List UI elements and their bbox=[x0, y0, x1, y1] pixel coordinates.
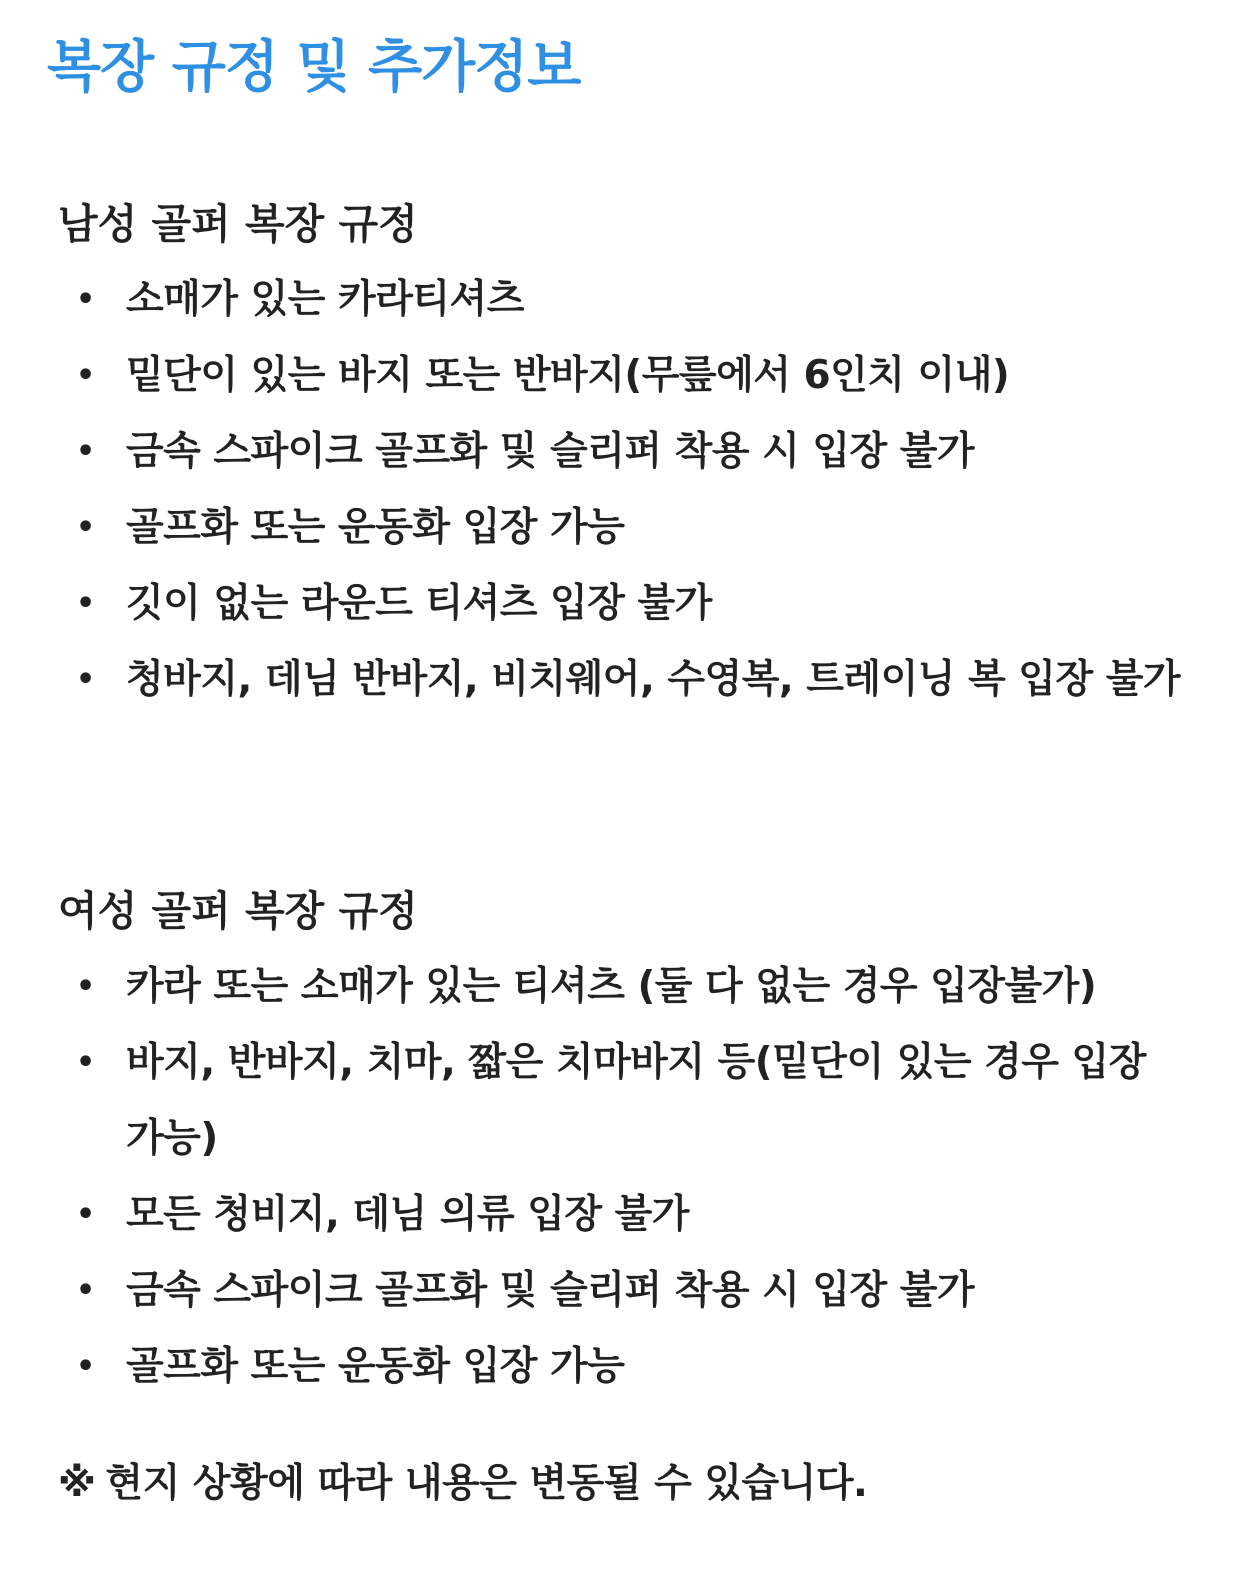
men-section-heading: 남성 골퍼 복장 규정 bbox=[58, 200, 418, 248]
men-rule-list bbox=[58, 262, 1188, 718]
rule-text: 깃이 없는 라운드 티셔츠 입장 불가 bbox=[126, 581, 712, 626]
rule-text: 모든 청비지, 데님 의류 입장 불가 bbox=[126, 1192, 689, 1237]
bullet-icon: • bbox=[76, 434, 95, 469]
list-item bbox=[58, 1329, 1188, 1405]
disclaimer-text: 현지 상황에 따라 내용은 변동될 수 있습니다. bbox=[105, 1461, 868, 1506]
bullet-icon: • bbox=[76, 510, 95, 545]
bullet-icon: • bbox=[76, 969, 95, 1004]
reference-mark-icon: ※ bbox=[58, 1461, 96, 1506]
men-dress-code-section bbox=[58, 186, 1188, 718]
list-item bbox=[58, 1253, 1188, 1329]
bullet-icon: • bbox=[76, 662, 95, 697]
bullet-icon: • bbox=[76, 1197, 95, 1232]
rule-text: 골프화 또는 운동화 입장 가능 bbox=[126, 1344, 625, 1389]
list-item bbox=[58, 949, 1188, 1025]
women-rule-list bbox=[58, 949, 1188, 1405]
list-item bbox=[58, 1177, 1188, 1253]
rule-text: 금속 스파이크 골프화 및 슬리퍼 착용 시 입장 불가 bbox=[126, 429, 975, 474]
rule-text: 카라 또는 소매가 있는 티셔츠 (둘 다 없는 경우 입장불가) bbox=[126, 964, 1097, 1009]
women-section-heading: 여성 골퍼 복장 규정 bbox=[58, 887, 418, 935]
bullet-icon: • bbox=[76, 586, 95, 621]
list-item bbox=[58, 642, 1188, 718]
rule-text: 청바지, 데님 반바지, 비치웨어, 수영복, 트레이닝 복 입장 불가 bbox=[126, 657, 1181, 702]
list-item bbox=[58, 414, 1188, 490]
rule-text: 밑단이 있는 바지 또는 반바지(무릎에서 6인치 이내) bbox=[126, 353, 1010, 398]
list-item bbox=[58, 566, 1188, 642]
rule-text: 바지, 반바지, 치마, 짧은 치마바지 등(밑단이 있는 경우 입장 가능) bbox=[126, 1040, 1146, 1161]
women-dress-code-section bbox=[58, 873, 1188, 1405]
page-title: 복장 규정 및 추가정보 bbox=[47, 35, 581, 100]
bullet-icon: • bbox=[76, 1273, 95, 1308]
list-item bbox=[58, 262, 1188, 338]
list-item bbox=[58, 1025, 1188, 1177]
rule-text: 골프화 또는 운동화 입장 가능 bbox=[126, 505, 625, 550]
list-item bbox=[58, 338, 1188, 414]
bullet-icon: • bbox=[76, 358, 95, 393]
rule-text: 소매가 있는 카라티셔츠 bbox=[126, 277, 524, 322]
bullet-icon: • bbox=[76, 282, 95, 317]
disclaimer-note bbox=[58, 1446, 1188, 1522]
list-item bbox=[58, 490, 1188, 566]
bullet-icon: • bbox=[76, 1349, 95, 1384]
bullet-icon: • bbox=[76, 1045, 95, 1080]
rule-text: 금속 스파이크 골프화 및 슬리퍼 착용 시 입장 불가 bbox=[126, 1268, 975, 1313]
